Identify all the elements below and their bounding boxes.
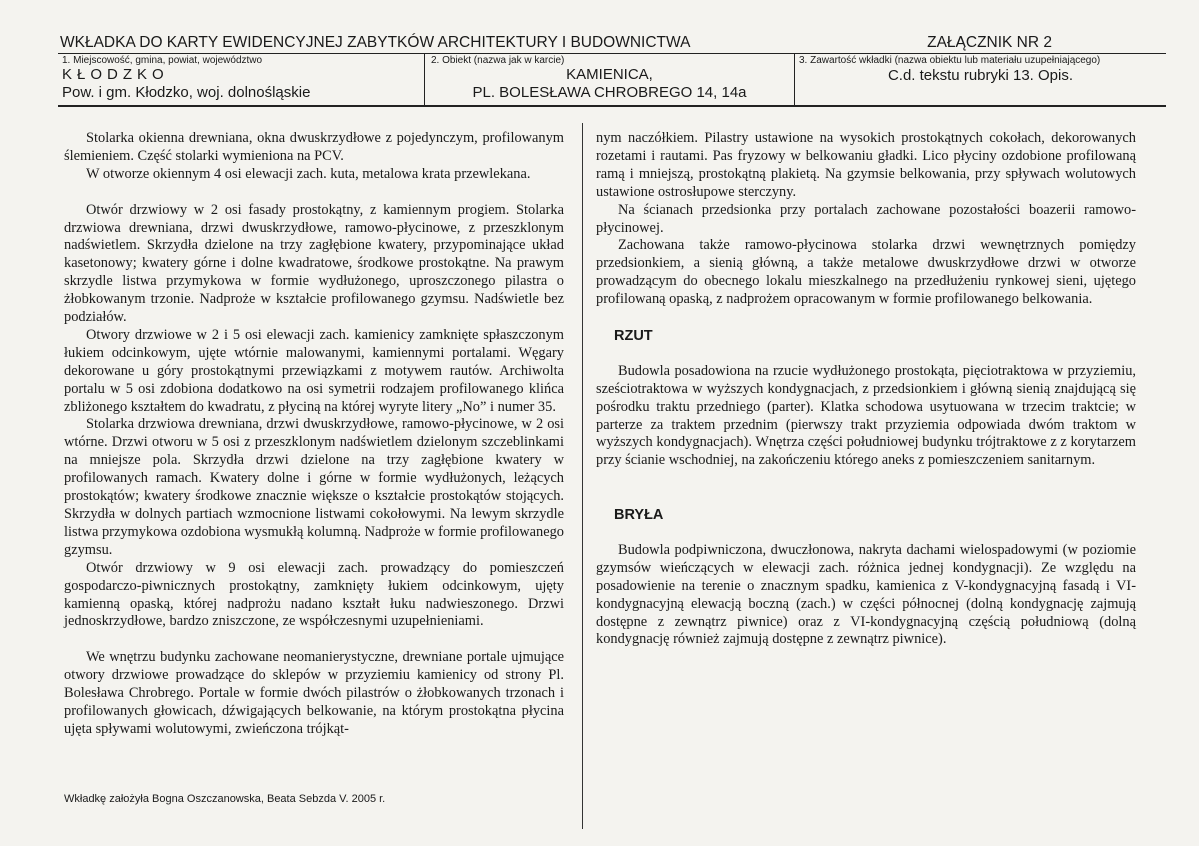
left-paragraph-6: Otwór drzwiowy w 9 osi elewacji zach. prowadzący do pomieszczeń gospodarczo-piwnicznych prostokątny, zamknięty łukiem odcinkowym, ujęty kamienną opaską, której nadprożu nadano kształt łuku nadwieszonego. Drzwi jednoskrzydłowe, bardzo zniszczone, ze współczesnymi uzupełnieniami.: [64, 559, 564, 630]
right-paragraph-2: Na ścianach przedsionka przy portalach zachowane pozostałości boazerii ramowo-płycinowej.: [596, 201, 1136, 236]
footer-authors: Wkładkę założyła Bogna Oszczanowska, Beata Sebzda V. 2005 r.: [64, 793, 386, 805]
header-fields: [58, 54, 1166, 107]
field-object-address: PL. BOLESŁAWA CHROBREGO 14, 14a: [472, 84, 747, 101]
left-paragraph-1: Stolarka okienna drewniana, okna dwuskrzydłowe z pojedynczym, profilowanym ślemieniem. Część stolarki wymieniona na PCV.: [64, 130, 564, 164]
left-paragraph-5: Stolarka drzwiowa drewniana, drzwi dwuskrzydłowe, ramowo-płycinowe, w 2 osi wtórne. Drzwi otworu w 5 osi z przeszklonym nadświetlem dzielonym szczeblinkami na mniejsze pola. Skrzydła drzwi dzielone na trzy zagłębione kwatery w profilowanych ramach. Kwatery dolne i górne w formie wydłużonych, leżących prostokątów; kwatery środkowe znacznie większe o kształcie prostokątów stojących. Skrzydła w dolnych partiach wzmocnione listwami cokołowymi. Na lewym skrzydle listwa przymykowa ozdobiona wysmukłą kolumną. Nadproże w formie profilowanego gzymsu.: [64, 416, 564, 558]
rzut-paragraph: Budowla posadowiona na rzucie wydłużonego prostokąta, pięciotraktowa w przyziemiu, sześciotraktowa w wyższych kondygnacjach, z przedsionkiem i główną sienią znajdującą się pośrodku traktu przedniego (parter). Klatka schodowa usytuowana w trzecim traktcie; w parterze za traktem przednim (pierwszy trakt przyziemia odpowiada dwóm traktom w wyższych kondygnacjach). Wnętrza części południowej budynku trójtraktowe z z korytarzem przy ścianie wschodniej, na zakończeniu którego aneks z pomieszczeniem sanitarnym.: [596, 362, 1136, 469]
field-object-name: KAMIENICA,: [566, 66, 653, 83]
title-row: [58, 34, 1166, 54]
form-header: [58, 34, 1166, 107]
left-paragraph-4: Otwory drzwiowe w 2 i 5 osi elewacji zach. kamienicy zamknięte spłaszczonym łukiem odcinkowym, ujęte wtórnie malowanymi, kamiennymi portalami. Węgary dekorowane u góry prostokątnymi przewiązkami z motywem rautów. Archiwolta portalu w 5 osi zdobiona dodatkowo na osi symetrii rodzajem profilowanego klińca zbliżonego kształtem do kwadratu, z płyciną na której wyryte litery „No” i numer 35.: [64, 326, 564, 415]
left-paragraph-7: We wnętrzu budynku zachowane neomanierystyczne, drewniane portale ujmujące otwory drzwiowe prowadzące do sklepów w przyziemiu kamienicy od strony Pl. Bolesława Chrobrego. Portale w formie dwóch pilastrów o żłobkowanych trzonach i profilowanych głowicach, dźwigających belkowanie, na którym prostokątna płycina ujęta spływami wolutowymi, zwieńczona trójkąt-: [64, 649, 564, 737]
left-paragraph-2: W otworze okiennym 4 osi elewacji zach. kuta, metalowa krata przewlekana.: [86, 165, 531, 182]
bryla-paragraph: Budowla podpiwniczona, dwuczłonowa, nakryta dachami wielospadowymi (w poziomie gzymsów wieńczących w elewacji zach. różnica jednej kondygnacji). Ze względu na posadowienie na terenie o znacznym spadku, kamienica z V-kondygnacyjną fasadą i VI-kondygnacyjną elewacją boczną (zach.) w części północnej (dolną kondygnację zajmują dostępne z zewnątrz piwnice) oraz z VI-kondygnacyjną częścią południową (dolną kondygnację również zajmują dostępne z zewnątrz piwnice).: [596, 541, 1136, 648]
field-object-label: 2. Obiekt (nazwa jak w karcie): [431, 55, 565, 66]
field-location-label: 1. Miejscowość, gmina, powiat, województwo: [62, 55, 263, 66]
field-object: [424, 54, 794, 105]
left-column: [64, 130, 564, 739]
right-column: [596, 130, 1136, 649]
field-location-town: KŁODZKO: [62, 66, 169, 83]
field-contents: [794, 54, 1166, 105]
right-paragraph-3: Zachowana także ramowo-płycinowa stolarka drzwi wewnętrznych pomiędzy przedsionkiem, a sienią główną, a także metalowe dwuskrzydłowe drzwi w otworze prowadzącym do obecnego lokalu mieszkalnego na przedłużeniu rynkowej sieni, ujętego profilowaną opaską, z nadprożem opracowanym w formie profilowanego belkowania.: [596, 237, 1136, 308]
column-divider: [582, 123, 583, 829]
form-title: WKŁADKA DO KARTY EWIDENCYJNEJ ZABYTKÓW ARCHITEKTURY I BUDOWNICTWA: [60, 34, 691, 51]
field-location: [58, 54, 424, 105]
field-location-district: Pow. i gm. Kłodzko, woj. dolnośląskie: [62, 84, 311, 101]
field-contents-label: 3. Zawartość wkładki (nazwa obiektu lub materiału uzupełniającego): [799, 55, 1101, 66]
left-paragraph-3: Otwór drzwiowy w 2 osi fasady prostokątny, z kamiennym progiem. Stolarka drzwiowa drewniana, drzwi dwuskrzydłowe, ramowo-płycinowe, z przeszklonym nadświetlem. Skrzydła dzielone na trzy zagłębione kwatery, przypominające układ kasetonowy; kwatery górne i dolne kwadratowe, środkowe prostokątne. Na prawym skrzydle listwa przymykowa w formie wydłużonego, uproszczonego pilastra o żłobkowanym trzonie. Nadproże w kształcie profilowanego gzymsu. Nadświetle bez podziałów.: [64, 201, 564, 326]
section-heading-rzut: RZUT: [614, 327, 653, 344]
field-contents-value: C.d. tekstu rubryki 13. Opis.: [887, 67, 1074, 84]
annex-label: ZAŁĄCZNIK NR 2: [927, 34, 1052, 51]
right-paragraph-1: nym naczółkiem. Pilastry ustawione na wysokich prostokątnych cokołach, dekorowanych rozetami i rautami. Pas fryzowy w belkowaniu gładki. Lico płyciny ozdobione profilowaną ramą i mniejszą, prostokątną plakietą. Na gzymsie belkowania, przy spływach wolutowych ustawione ostrosłupowe sterczyny.: [596, 130, 1136, 200]
section-heading-bryla: BRYŁA: [614, 507, 664, 524]
